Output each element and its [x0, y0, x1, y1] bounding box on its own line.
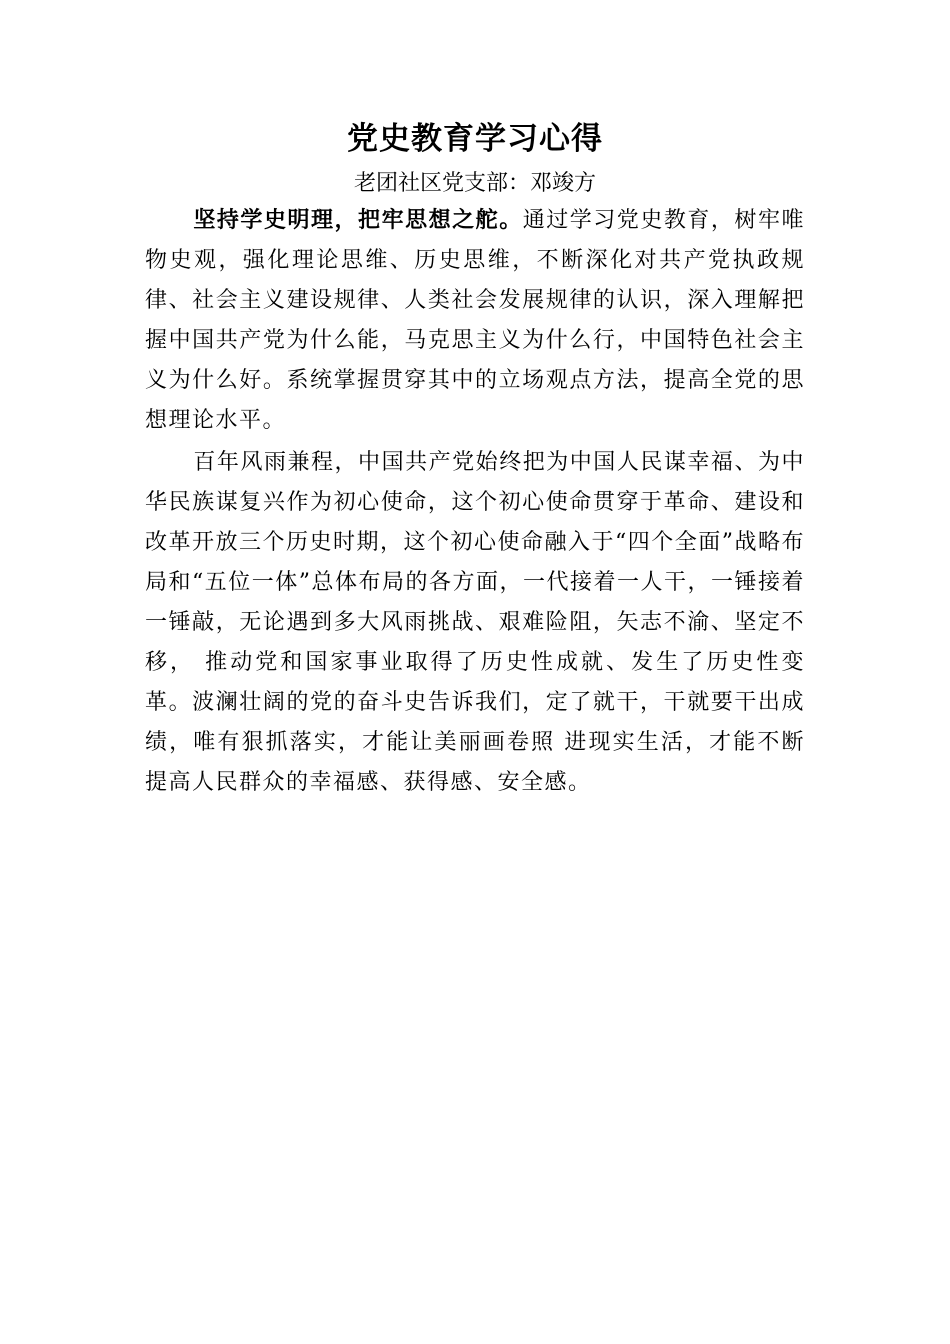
paragraph-1-text: 通过学习党史教育，树牢唯物史观，强化理论思维、历史思维，不断深化对共产党执政规律、社会主义建设规律、人类社会发展规律的认识，深入理解把握中国共产党为什么能，马克思主义为什么行，中国特色社会主义为什么好。系统掌握贯穿其中的立场观点方法，提高全党的思想理论水平。: [145, 208, 805, 433]
paragraph-1: [145, 201, 805, 441]
document-title: 党史教育学习心得: [347, 121, 603, 157]
paragraph-2: [145, 443, 805, 803]
document-author: 老团社区党支部：邓竣方: [353, 171, 596, 196]
paragraph-1-lead: 坚持学史明理，把牢思想之舵。: [193, 208, 523, 233]
paragraph-2-text: 百年风雨兼程，中国共产党始终把为中国人民谋幸福、为中华民族谋复兴作为初心使命，这个初心使命贯穿于革命、建设和改革开放三个历史时期，这个初心使命融入于“四个全面”战略布局和“五位一体”总体布局的各方面，一代接着一人干，一锤接着一锤敲，无论遇到多大风雨挑战、艰难险阻，矢志不渝、坚定不移， 推动党和国家事业取得了历史性成就、发生了历史性变革。波澜壮阔的党的奋斗史告诉我们，定了就干，干就要干出成绩，唯有狠抓落实，才能让美丽画卷照 进现实生活，才能不断提高人民群众的幸福感、获得感、安全感。: [145, 450, 805, 795]
